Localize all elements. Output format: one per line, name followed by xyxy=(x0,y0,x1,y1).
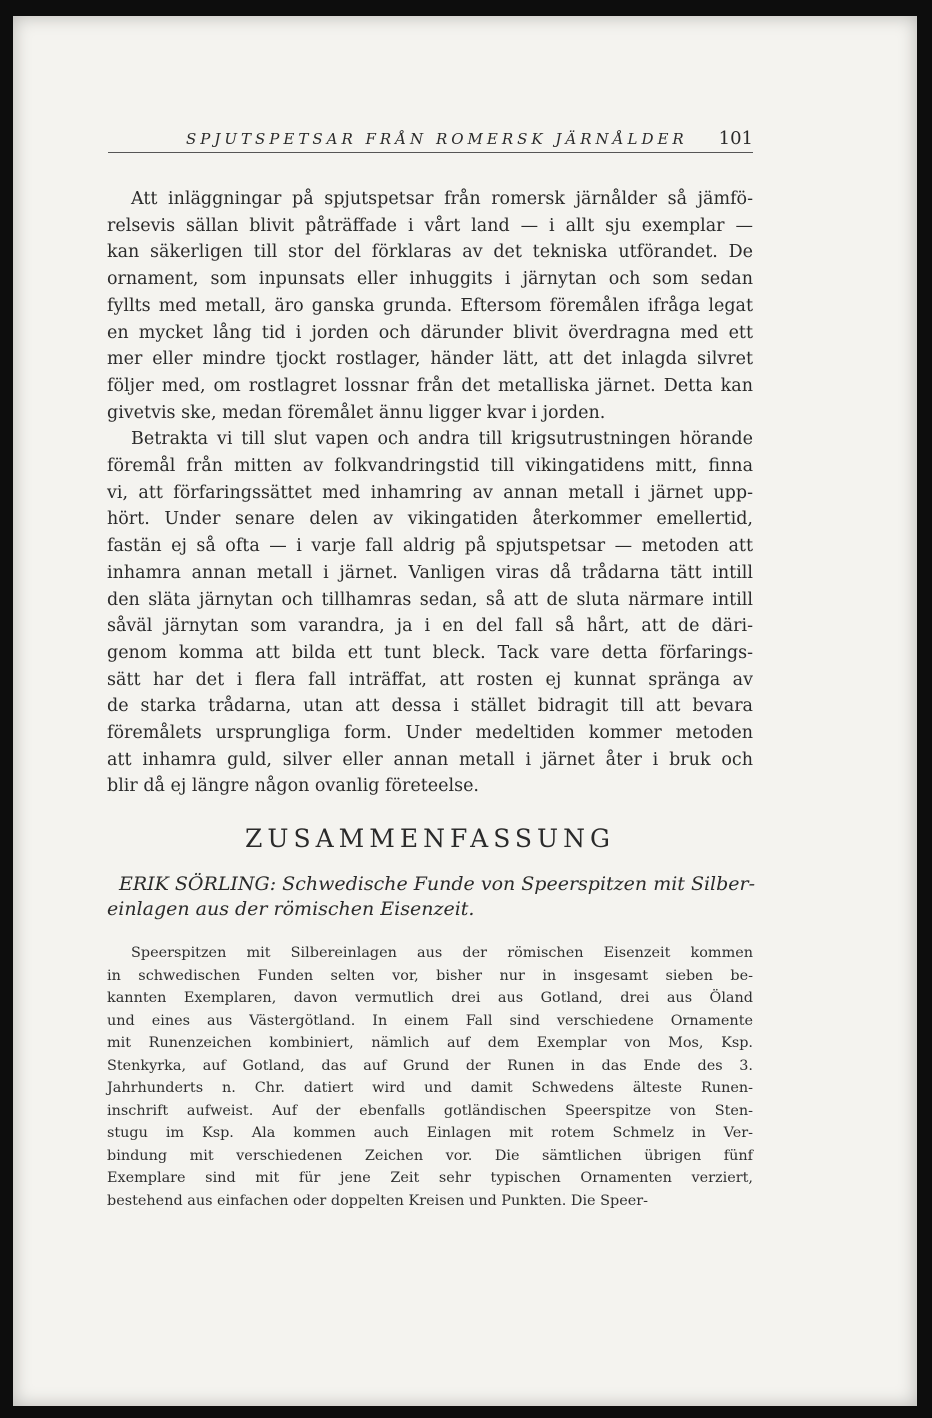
text-line: såväl järnytan som varandra, ja i en del fall så hårt, att de däri- xyxy=(107,616,753,637)
text-line: Exemplare sind mit für jene Zeit sehr typischen Ornamenten verziert, xyxy=(107,1170,753,1186)
text-line: fyllts med metall, äro ganska grunda. Eftersom föremålen ifråga legat xyxy=(107,295,753,316)
text-line: genom komma att bilda ett tunt bleck. Tack vare detta förfarings- xyxy=(107,642,753,663)
text-line: följer med, om rostlagret lossnar från det metalliska järnet. Detta kan xyxy=(107,375,753,396)
paragraph-1 xyxy=(107,186,753,426)
text-line: bestehend aus einfachen oder doppelten Kreisen und Punkten. Die Speer- xyxy=(107,1192,648,1209)
running-title: SPJUTSPETSAR FRÅN ROMERSK JÄRNÅLDER xyxy=(186,130,688,148)
text-line: kan säkerligen till stor del förklaras av det tekniska utförandet. De xyxy=(107,242,753,263)
text-line: in schwedischen Funden selten vor, bisher nur in insgesamt sieben be- xyxy=(107,967,753,984)
running-header xyxy=(108,128,753,153)
text-line: att inhamra guld, silver eller annan metall i järnet åter i bruk och xyxy=(107,749,753,770)
text-line: givetvis ske, medan föremålet ännu ligger kvar i jorden. xyxy=(107,402,606,423)
text-line: bindung mit verschiedenen Zeichen vor. Die sämtlichen übrigen fünf xyxy=(107,1147,753,1164)
text-line: hört. Under senare delen av vikingatiden återkommer emellertid, xyxy=(107,509,753,530)
text-line: sätt har det i flera fall inträffat, att rosten ej kunnat spränga av xyxy=(107,669,753,690)
text-line: Att inläggningar på spjutspetsar från romersk järnålder så jämfö- xyxy=(131,189,753,209)
text-line: föremålets ursprungliga form. Under medeltiden kommer metoden xyxy=(107,723,753,744)
text-line: fastän ej så ofta — i varje fall aldrig på spjutspetsar — metoden att xyxy=(107,536,753,557)
book-page xyxy=(13,16,917,1406)
body-text xyxy=(107,186,753,800)
text-line: föremål från mitten av folkvandringstid till vikingatidens mitt, finna xyxy=(107,456,753,477)
text-line: inschrift aufweist. Auf der ebenfalls gotländischen Speerspitze von Sten- xyxy=(107,1102,753,1119)
text-line: Jahrhunderts n. Chr. datiert wird und damit Schwedens älteste Runen- xyxy=(107,1080,753,1096)
text-line: Betrakta vi till slut vapen och andra till krigsutrustningen hörande xyxy=(131,429,753,450)
summary-title xyxy=(107,872,756,922)
text-line: stugu im Ksp. Ala kommen auch Einlagen mit rotem Schmelz in Ver- xyxy=(107,1125,753,1141)
text-line: relsevis sällan blivit påträffade i vårt land — i allt sju exemplar — xyxy=(107,215,753,236)
text-line: vi, att förfaringssättet med inhamring av annan metall i järnet upp- xyxy=(107,482,753,503)
text-line: de starka trådarna, utan att dessa i stället bidragit till att bevara xyxy=(107,696,753,717)
text-line: mer eller mindre tjockt rostlager, händer lätt, att det inlagda silvret xyxy=(107,349,753,370)
summary-title-line: ERIK SÖRLING: Schwedische Funde von Speerspitzen mit Silber- xyxy=(119,873,756,895)
text-line: Stenkyrka, auf Gotland, das auf Grund der Runen in das Ende des 3. xyxy=(107,1057,753,1074)
text-line: inhamra annan metall i järnet. Vanligen viras då trådarna tätt intill xyxy=(107,562,753,583)
summary-heading: ZUSAMMENFASSUNG xyxy=(245,824,615,853)
text-line: den släta järnytan och tillhamras sedan, så att de sluta närmare intill xyxy=(107,589,753,610)
text-line: kannten Exemplaren, davon vermutlich drei aus Gotland, drei aus Öland xyxy=(107,990,753,1006)
text-line: mit Runenzeichen kombiniert, nämlich auf dem Exemplar von Mos, Ksp. xyxy=(107,1035,753,1051)
text-line: Speerspitzen mit Silbereinlagen aus der römischen Eisenzeit kommen xyxy=(131,945,753,961)
summary-title-line: einlagen aus der römischen Eisenzeit. xyxy=(107,898,475,920)
text-line: blir då ej längre någon ovanlig företeelse. xyxy=(107,776,479,797)
paragraph-2 xyxy=(107,426,753,800)
page-number: 101 xyxy=(718,128,753,149)
summary-text xyxy=(107,942,753,1212)
text-line: ornament, som inpunsats eller inhuggits i järnytan och som sedan xyxy=(107,269,753,290)
text-line: und eines aus Västergötland. In einem Fall sind verschiedene Ornamente xyxy=(107,1012,753,1029)
text-line: en mycket lång tid i jorden och därunder blivit överdragna med ett xyxy=(107,322,753,343)
